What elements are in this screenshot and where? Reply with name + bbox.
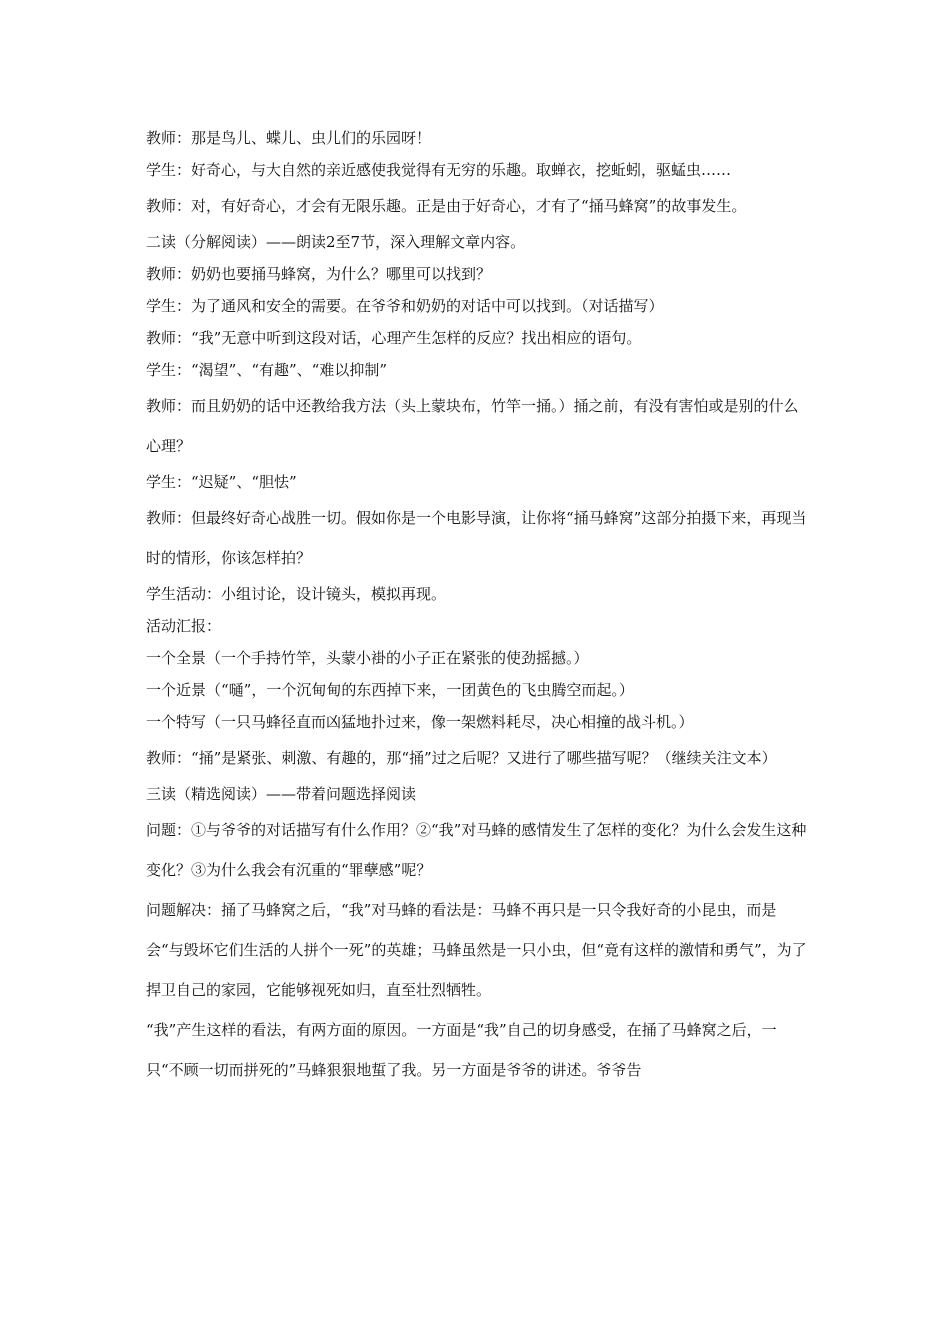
paragraph-11: 教师：但最终好奇心战胜一切。假如你是一个电影导演，让你将“捅马蜂窝”这部分拍摄下来，再现当时的情形，你该怎样拍？ [146,509,807,567]
document-body [146,122,811,1090]
paragraph-6: 学生：为了通风和安全的需要。在爷爷和奶奶的对话中可以找到。（对话描写） [146,297,664,315]
paragraph-13: 活动汇报： [146,617,222,635]
paragraph-7: 教师：“我”无意中听到这段对话，心理产生怎样的反应？找出相应的语句。 [146,329,642,347]
paragraph-16: 一个特写（一只马蜂径直而凶猛地扑过来，像一架燃料耗尽，决心相撞的战斗机。） [146,713,694,731]
paragraph-12: 学生活动：小组讨论，设计镜头，模拟再现。 [146,585,447,603]
paragraph-2: 学生：好奇心，与大自然的亲近感使我觉得有无穷的乐趣。取蝉衣，挖蚯蚓，驱蜢虫…… [146,161,732,179]
paragraph-10: 学生：“迟疑”、“胆怯” [146,473,297,491]
paragraph-20: 问题解决：捅了马蜂窝之后，“我”对马蜂的看法是：马蜂不再只是一只令我好奇的小昆虫，而是会“与毁坏它们生活的人拼个一死”的英雄；马蜂虽然是一只小虫，但“竟有这样的激情和勇气”，为了捍卫自己的家园，它能够视死如归，直至壮烈牺牲。 [146,901,807,999]
paragraph-21: “我”产生这样的看法，有两方面的原因。一方面是“我”自己的切身感受，在捅了马蜂窝之后，一只“不顾一切而拼死的”马蜂狠狠地蜇了我。另一方面是爷爷的讲述。爷爷告 [146,1021,777,1079]
paragraph-1: 教师：那是鸟儿、蝶儿、虫儿们的乐园呀！ [146,129,432,147]
paragraph-18: 三读（精选阅读）——带着问题选择阅读 [146,785,417,803]
paragraph-15: 一个近景（“嗵”，一个沉甸甸的东西掉下来，一团黄色的飞虫腾空而起。） [146,681,634,699]
paragraph-3: 教师：对，有好奇心，才会有无限乐趣。正是由于好奇心，才有了“捅马蜂窝”的故事发生。 [146,197,747,215]
paragraph-9: 教师：而且奶奶的话中还教给我方法（头上蒙块布，竹竿一捅。）捅之前，有没有害怕或是别的什么心理？ [146,397,799,455]
paragraph-17: 教师：“捅”是紧张、刺激、有趣的，那“捅”过之后呢？又进行了哪些描写呢？（继续关注文本） [146,749,777,767]
paragraph-4: 二读（分解阅读）——朗读2至7节，深入理解文章内容。 [146,233,526,251]
paragraph-19: 问题：①与爷爷的对话描写有什么作用？②“我”对马蜂的感情发生了怎样的变化？为什么会发生这种变化？③为什么我会有沉重的“罪孽感”呢？ [146,821,807,879]
paragraph-5: 教师：奶奶也要捅马蜂窝，为什么？哪里可以找到？ [146,265,492,283]
paragraph-14: 一个全景（一个手持竹竿，头蒙小褂的小子正在紧张的使劲摇撼。） [146,649,589,667]
paragraph-8: 学生：“渴望”、“有趣”、“难以抑制” [146,361,388,379]
